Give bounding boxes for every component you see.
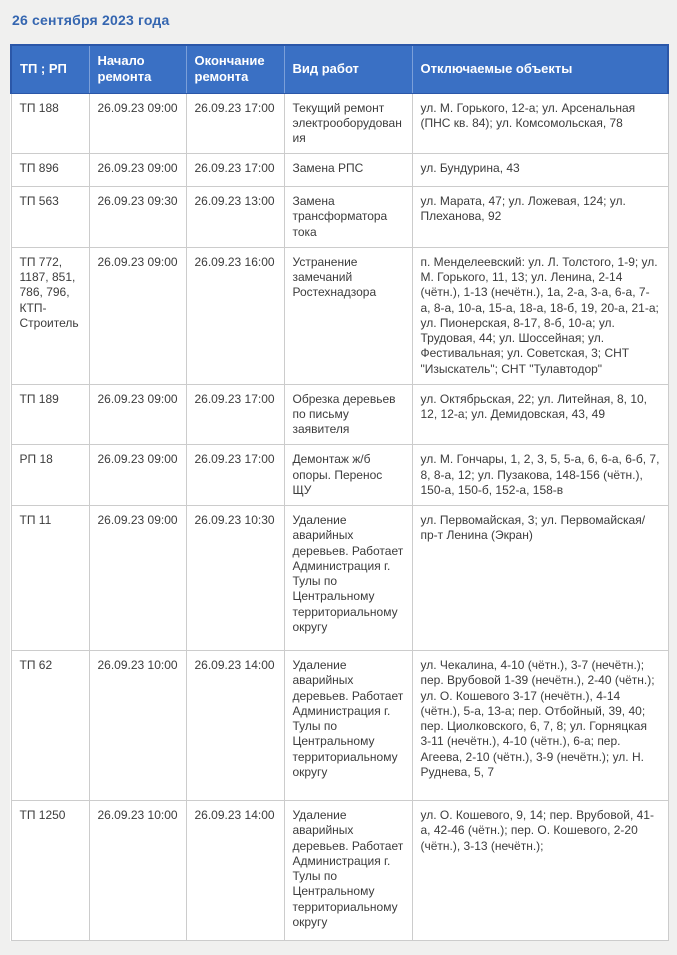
table-head	[11, 45, 668, 93]
cell-tp: ТП 62	[11, 651, 89, 801]
outage-table	[10, 44, 669, 941]
cell-objects: ул. М. Горького, 12-а; ул. Арсенальная (ПНС кв. 84); ул. Комсомольская, 78	[412, 93, 668, 154]
cell-work: Удаление аварийных деревьев. Работает Администрация г. Тулы по Центральному территориальному округу	[284, 801, 412, 941]
cell-start: 26.09.23 09:00	[89, 93, 186, 154]
column-header-end: Окончание ремонта	[186, 45, 284, 93]
cell-end: 26.09.23 17:00	[186, 93, 284, 154]
page-title: 26 сентября 2023 года	[12, 12, 170, 28]
cell-objects: ул. Марата, 47; ул. Ложевая, 124; ул. Плеханова, 92	[412, 187, 668, 248]
cell-work: Устранение замечаний Ростехнадзора	[284, 247, 412, 384]
cell-end: 26.09.23 17:00	[186, 445, 284, 506]
cell-start: 26.09.23 09:00	[89, 384, 186, 445]
table-row	[11, 384, 668, 445]
table-row	[11, 154, 668, 187]
cell-tp: ТП 1250	[11, 801, 89, 941]
cell-start: 26.09.23 10:00	[89, 801, 186, 941]
cell-end: 26.09.23 17:00	[186, 154, 284, 187]
cell-objects: ул. М. Гончары, 1, 2, 3, 5, 5-а, 6, 6-а, 6-б, 7, 8, 8-а, 12; ул. Пузакова, 148-156 (чётн.), 150-а, 150-б, 152-а, 158-в	[412, 445, 668, 506]
cell-objects: ул. Чекалина, 4-10 (чётн.), 3-7 (нечётн.); пер. Врубовой 1-39 (нечётн.), 2-40 (чётн.); ул. О. Кошевого 3-17 (нечётн.), 4-14 (чётн.), 5-а, 13-а; пер. Отбойный, 39, 40; пер. Циолковского, 6, 7, 8; ул. Горняцкая 3-11 (нечётн.), 4-10 (чётн.), 6-а; пер. Агеева, 2-10 (чётн.), 3-9 (нечётн.); ул. Н. Руднева, 5, 7	[412, 651, 668, 801]
cell-start: 26.09.23 09:00	[89, 247, 186, 384]
table-row	[11, 801, 668, 941]
table-row	[11, 247, 668, 384]
cell-objects: ул. Бундурина, 43	[412, 154, 668, 187]
cell-objects: ул. Первомайская, 3; ул. Первомайская/пр-т Ленина (Экран)	[412, 506, 668, 651]
column-header-objects: Отключаемые объекты	[412, 45, 668, 93]
cell-work: Демонтаж ж/б опоры. Перенос ЩУ	[284, 445, 412, 506]
cell-objects: ул. О. Кошевого, 9, 14; пер. Врубовой, 41-а, 42-46 (чётн.); пер. О. Кошевого, 2-20 (чётн.), 3-13 (нечётн.);	[412, 801, 668, 941]
cell-start: 26.09.23 09:30	[89, 187, 186, 248]
cell-end: 26.09.23 13:00	[186, 187, 284, 248]
cell-start: 26.09.23 10:00	[89, 651, 186, 801]
cell-tp: ТП 772, 1187, 851, 786, 796, КТП-Строитель	[11, 247, 89, 384]
cell-work: Обрезка деревьев по письму заявителя	[284, 384, 412, 445]
table-row	[11, 445, 668, 506]
cell-tp: ТП 189	[11, 384, 89, 445]
cell-objects: ул. Октябрьская, 22; ул. Литейная, 8, 10, 12, 12-а; ул. Демидовская, 43, 49	[412, 384, 668, 445]
cell-end: 26.09.23 17:00	[186, 384, 284, 445]
cell-tp: ТП 11	[11, 506, 89, 651]
cell-tp: ТП 563	[11, 187, 89, 248]
cell-tp: ТП 896	[11, 154, 89, 187]
table-row	[11, 93, 668, 154]
cell-work: Текущий ремонт электрооборудования	[284, 93, 412, 154]
table-row	[11, 651, 668, 801]
cell-tp: РП 18	[11, 445, 89, 506]
cell-work: Удаление аварийных деревьев. Работает Администрация г. Тулы по Центральному территориальному округу	[284, 651, 412, 801]
cell-end: 26.09.23 10:30	[186, 506, 284, 651]
cell-work: Замена трансформатора тока	[284, 187, 412, 248]
cell-end: 26.09.23 14:00	[186, 801, 284, 941]
cell-end: 26.09.23 16:00	[186, 247, 284, 384]
header-row	[11, 45, 668, 93]
cell-start: 26.09.23 09:00	[89, 154, 186, 187]
table-body	[11, 93, 668, 941]
column-header-tp: ТП ; РП	[11, 45, 89, 93]
column-header-work: Вид работ	[284, 45, 412, 93]
column-header-start: Начало ремонта	[89, 45, 186, 93]
cell-work: Замена РПС	[284, 154, 412, 187]
cell-start: 26.09.23 09:00	[89, 506, 186, 651]
cell-start: 26.09.23 09:00	[89, 445, 186, 506]
cell-objects: п. Менделеевский: ул. Л. Толстого, 1-9; ул. М. Горького, 11, 13; ул. Ленина, 2-14 (чётн.), 1-13 (нечётн.), 1а, 2-а, 3-а, 6-а, 7-а, 8-а, 10-а, 15-а, 18-а, 18-б, 19, 20-а, 21-а; ул. Пионерская, 8-17, 8-б, 10-а; ул. Трудовая, 44; ул. Шоссейная; ул. Фестивальная; ул. Советская, 3; СНТ "Изыскатель"; СНТ "Тулавтодор"	[412, 247, 668, 384]
cell-end: 26.09.23 14:00	[186, 651, 284, 801]
cell-work: Удаление аварийных деревьев. Работает Администрация г. Тулы по Центральному территориальному округу	[284, 506, 412, 651]
table-row	[11, 187, 668, 248]
table-row	[11, 506, 668, 651]
cell-tp: ТП 188	[11, 93, 89, 154]
